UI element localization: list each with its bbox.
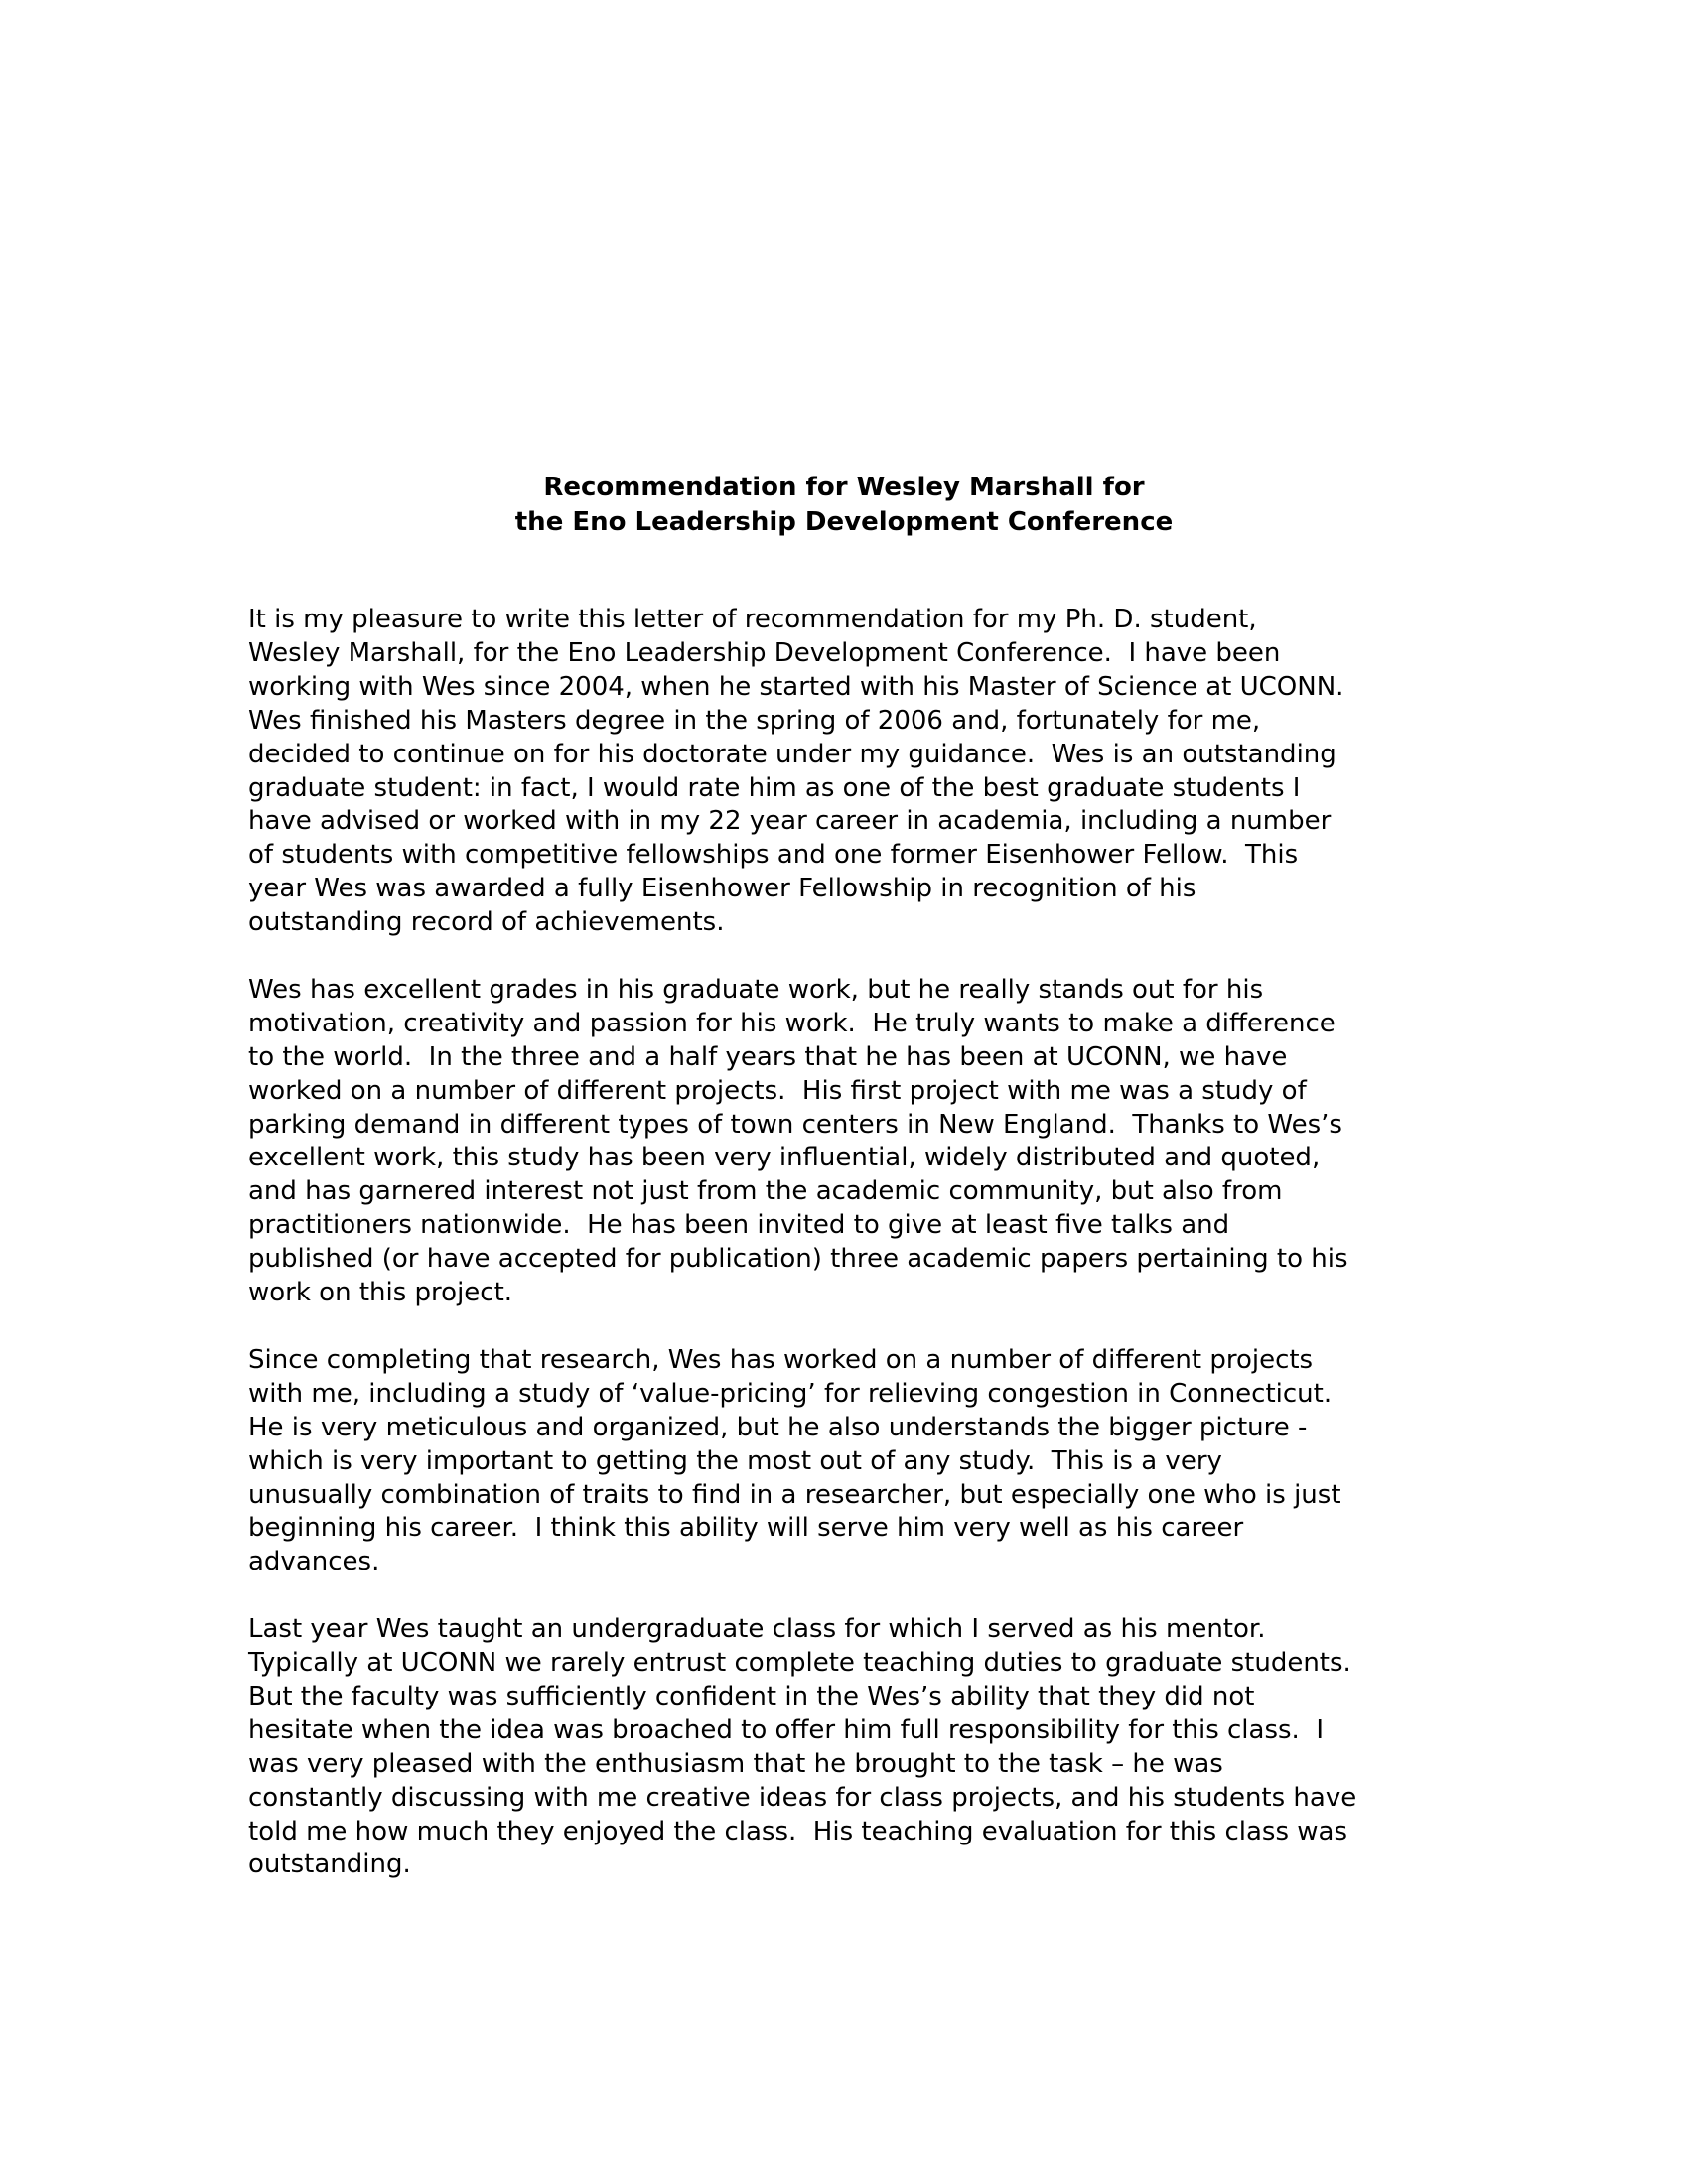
text-line: constantly discussing with me creative ideas for class projects, and his students have <box>248 1782 1357 1813</box>
letter-title <box>0 471 1688 540</box>
text-line: and has garnered interest not just from the academic community, but also from <box>248 1176 1283 1207</box>
text-line: published (or have accepted for publication) three academic papers pertaining to his <box>248 1244 1348 1275</box>
text-line: worked on a number of different projects. His first project with me was a study of <box>248 1075 1307 1106</box>
text-line: It is my pleasure to write this letter of recommendation for my Ph. D. student, <box>248 605 1257 634</box>
text-line: Wesley Marshall, for the Eno Leadership Development Conference. I have been <box>248 637 1281 668</box>
paragraph-1 <box>248 604 1479 940</box>
text-line: Since completing that research, Wes has worked on a number of different projects <box>248 1344 1314 1375</box>
text-line: year Wes was awarded a fully Eisenhower Fellowship in recognition of his <box>248 874 1196 904</box>
title-line-2: the Eno Leadership Development Conference <box>514 507 1174 537</box>
text-line: work on this project. <box>248 1278 513 1308</box>
text-line: motivation, creativity and passion for his work. He truly wants to make a difference <box>248 1008 1336 1038</box>
text-line: Typically at UCONN we rarely entrust complete teaching duties to graduate students. <box>248 1648 1351 1679</box>
paragraph-2 <box>248 974 1479 1310</box>
text-line: with me, including a study of ‘value-pricing’ for relieving congestion in Connecticut. <box>248 1378 1333 1409</box>
text-line: Wes finished his Masters degree in the spring of 2006 and, fortunately for me, <box>248 705 1261 736</box>
text-line: outstanding record of achievements. <box>248 907 725 938</box>
text-line: was very pleased with the enthusiasm that he brought to the task – he was <box>248 1748 1223 1779</box>
letter-body <box>248 604 1479 1916</box>
text-line: Wes has excellent grades in his graduate work, but he really stands out for his <box>248 974 1264 1005</box>
text-line: excellent work, this study has been very influential, widely distributed and quoted, <box>248 1143 1321 1173</box>
text-line: of students with competitive fellowships and one former Eisenhower Fellow. This <box>248 840 1299 871</box>
text-line: practitioners nationwide. He has been invited to give at least five talks and <box>248 1210 1230 1241</box>
text-line: graduate student: in fact, I would rate him as one of the best graduate students I <box>248 772 1301 803</box>
paragraph-3 <box>248 1344 1479 1579</box>
text-line: unusually combination of traits to find in a researcher, but especially one who is just <box>248 1479 1341 1510</box>
text-line: advances. <box>248 1547 380 1577</box>
text-line: outstanding. <box>248 1849 411 1880</box>
text-line: have advised or worked with in my 22 year career in academia, including a number <box>248 806 1332 837</box>
text-line: told me how much they enjoyed the class. His teaching evaluation for this class was <box>248 1816 1348 1846</box>
text-line: Last year Wes taught an undergraduate class for which I served as his mentor. <box>248 1614 1266 1645</box>
text-line: to the world. In the three and a half years that he has been at UCONN, we have <box>248 1041 1288 1072</box>
text-line: beginning his career. I think this ability will serve him very well as his career <box>248 1513 1244 1544</box>
text-line: which is very important to getting the most out of any study. This is a very <box>248 1445 1222 1476</box>
text-line: parking demand in different types of town centers in New England. Thanks to Wes’s <box>248 1109 1342 1140</box>
text-line: hesitate when the idea was broached to offer him full responsibility for this class. I <box>248 1714 1325 1745</box>
paragraph-4 <box>248 1613 1479 1882</box>
text-line: working with Wes since 2004, when he started with his Master of Science at UCONN. <box>248 671 1344 702</box>
text-line: He is very meticulous and organized, but he also understands the bigger picture - <box>248 1412 1308 1442</box>
text-line: decided to continue on for his doctorate under my guidance. Wes is an outstanding <box>248 739 1336 769</box>
text-line: But the faculty was sufficiently confident in the Wes’s ability that they did not <box>248 1681 1255 1711</box>
title-line-1: Recommendation for Wesley Marshall for <box>543 473 1145 502</box>
